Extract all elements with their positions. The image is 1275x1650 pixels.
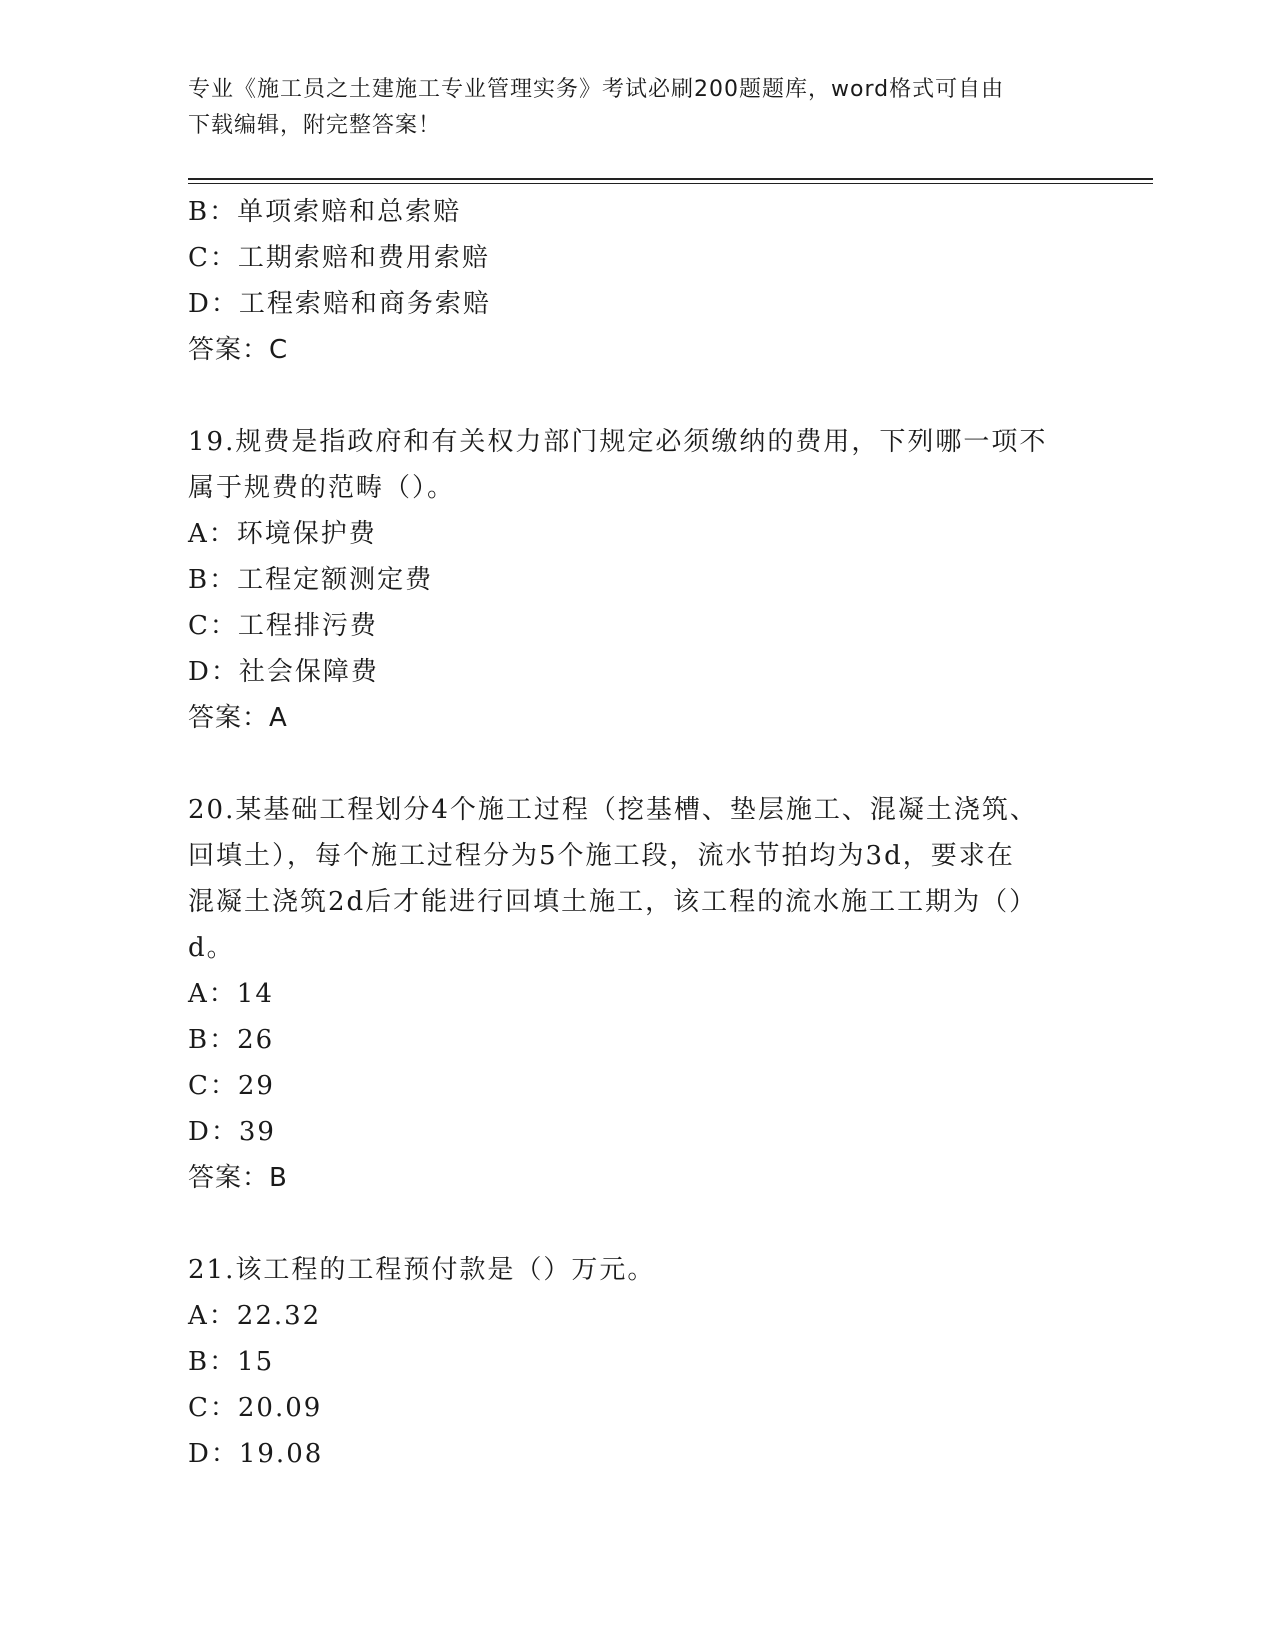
option-c: C：工程排污费 bbox=[188, 611, 378, 641]
question-stem-line: 混凝土浇筑2d后才能进行回填土施工，该工程的流水施工工期为（） bbox=[188, 887, 1038, 917]
option-d: D：19.08 bbox=[188, 1439, 324, 1469]
option-d: D：社会保障费 bbox=[188, 657, 379, 687]
option-b: B：工程定额测定费 bbox=[188, 565, 434, 595]
option-d: D：工程索赔和商务索赔 bbox=[188, 289, 491, 319]
question-stem-line: d。 bbox=[188, 933, 235, 963]
header-divider-thin bbox=[188, 183, 1153, 184]
answer-line: 答案：B bbox=[188, 1163, 288, 1193]
option-c: C：29 bbox=[188, 1071, 275, 1101]
question-20 bbox=[188, 787, 1088, 1201]
prev-question-options bbox=[188, 189, 1088, 327]
option-a: A：环境保护费 bbox=[188, 519, 377, 549]
option-b: B：26 bbox=[188, 1025, 275, 1055]
question-19 bbox=[188, 419, 1088, 741]
header-line-2: 下载编辑，附完整答案！ bbox=[188, 113, 442, 138]
question-content bbox=[188, 189, 1088, 1477]
question-stem-line: 回填土），每个施工过程分为5个施工段，流水节拍均为3d，要求在 bbox=[188, 841, 1015, 871]
option-c: C：工期索赔和费用索赔 bbox=[188, 243, 490, 273]
question-stem-line: 20.某基础工程划分4个施工过程（挖基槽、垫层施工、混凝土浇筑、 bbox=[188, 795, 1038, 825]
question-21 bbox=[188, 1247, 1088, 1477]
option-d: D：39 bbox=[188, 1117, 276, 1147]
question-stem-line: 19.规费是指政府和有关权力部门规定必须缴纳的费用，下列哪一项不 bbox=[188, 427, 1048, 457]
option-b: B：单项索赔和总索赔 bbox=[188, 197, 462, 227]
option-c: C：20.09 bbox=[188, 1393, 323, 1423]
option-b: B：15 bbox=[188, 1347, 275, 1377]
option-a: A：14 bbox=[188, 979, 274, 1009]
answer-line: 答案：A bbox=[188, 703, 288, 733]
answer-line: 答案：C bbox=[188, 335, 289, 365]
question-stem-line: 属于规费的范畴（）。 bbox=[188, 473, 456, 503]
document-header bbox=[188, 72, 1088, 144]
question-stem-line: 21.该工程的工程预付款是（）万元。 bbox=[188, 1255, 656, 1285]
option-a: A：22.32 bbox=[188, 1301, 322, 1331]
header-line-1: 专业《施工员之土建施工专业管理实务》考试必刷200题题库，word格式可自由 bbox=[188, 77, 1005, 102]
header-divider-thick bbox=[188, 178, 1153, 180]
